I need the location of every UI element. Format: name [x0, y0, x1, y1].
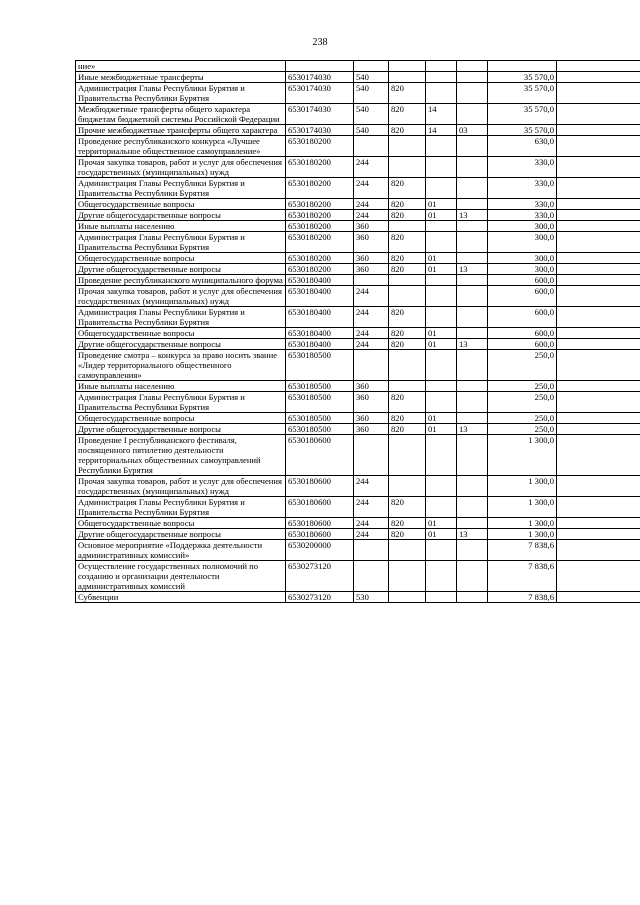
administrator-code-cell: 820 — [389, 264, 426, 275]
empty-cell — [557, 476, 640, 497]
amount-cell: 35 570,0 — [488, 104, 557, 125]
subsection-code-cell: 13 — [457, 424, 488, 435]
administrator-code-cell: 820 — [389, 125, 426, 136]
row-name-cell: Другие общегосударственные вопросы — [76, 264, 286, 275]
expense-type-cell: 244 — [354, 476, 389, 497]
section-code-cell — [426, 540, 457, 561]
administrator-code-cell: 820 — [389, 104, 426, 125]
expense-type-cell: 360 — [354, 232, 389, 253]
subsection-code-cell — [457, 72, 488, 83]
expense-type-cell: 360 — [354, 424, 389, 435]
row-name-cell: Проведение смотра – конкурса за право носить звание «Лидер территориального общественного самоуправления» — [76, 350, 286, 381]
amount-cell: 1 300,0 — [488, 497, 557, 518]
administrator-code-cell: 820 — [389, 529, 426, 540]
table-row — [76, 435, 640, 476]
subsection-code-cell — [457, 392, 488, 413]
row-name-cell: Общегосударственные вопросы — [76, 328, 286, 339]
empty-cell — [557, 264, 640, 275]
administrator-code-cell — [389, 540, 426, 561]
subsection-code-cell — [457, 232, 488, 253]
target-code-cell: 6530273120 — [286, 561, 354, 592]
amount-cell: 330,0 — [488, 178, 557, 199]
subsection-code-cell — [457, 497, 488, 518]
section-code-cell — [426, 307, 457, 328]
section-code-cell — [426, 592, 457, 603]
target-code-cell: 6530200000 — [286, 540, 354, 561]
amount-cell: 7 838,6 — [488, 561, 557, 592]
target-code-cell: 6530180400 — [286, 307, 354, 328]
target-code-cell: 6530180200 — [286, 264, 354, 275]
section-code-cell: 01 — [426, 413, 457, 424]
expense-type-cell: 244 — [354, 199, 389, 210]
target-code-cell: 6530174030 — [286, 104, 354, 125]
target-code-cell: 6530180200 — [286, 199, 354, 210]
row-name-cell: Проведение республиканского муниципального форума — [76, 275, 286, 286]
table-row — [76, 61, 640, 72]
target-code-cell: 6530180400 — [286, 275, 354, 286]
expense-type-cell — [354, 540, 389, 561]
subsection-code-cell — [457, 275, 488, 286]
empty-cell — [557, 424, 640, 435]
subsection-code-cell — [457, 518, 488, 529]
empty-cell — [557, 518, 640, 529]
empty-cell — [557, 435, 640, 476]
empty-cell — [557, 83, 640, 104]
amount-cell: 250,0 — [488, 392, 557, 413]
amount-cell: 600,0 — [488, 339, 557, 350]
row-name-cell: Прочая закупка товаров, работ и услуг для обеспечения государственных (муниципальных) нужд — [76, 286, 286, 307]
expense-type-cell — [354, 61, 389, 72]
expense-type-cell: 360 — [354, 413, 389, 424]
amount-cell: 1 300,0 — [488, 476, 557, 497]
empty-cell — [557, 286, 640, 307]
section-code-cell: 14 — [426, 125, 457, 136]
target-code-cell: 6530180500 — [286, 392, 354, 413]
empty-cell — [557, 307, 640, 328]
table-row — [76, 178, 640, 199]
target-code-cell: 6530180500 — [286, 413, 354, 424]
row-name-cell: Иные выплаты населению — [76, 221, 286, 232]
amount-cell: 630,0 — [488, 136, 557, 157]
target-code-cell: 6530180200 — [286, 232, 354, 253]
administrator-code-cell — [389, 286, 426, 307]
section-code-cell — [426, 61, 457, 72]
row-name-cell: Администрация Главы Республики Бурятия и Правительства Республики Бурятия — [76, 83, 286, 104]
row-name-cell: Иные выплаты населению — [76, 381, 286, 392]
table-row — [76, 253, 640, 264]
empty-cell — [557, 72, 640, 83]
table-row — [76, 540, 640, 561]
expense-type-cell: 244 — [354, 178, 389, 199]
table-row — [76, 72, 640, 83]
budget-table-body — [76, 61, 640, 603]
expense-type-cell: 244 — [354, 497, 389, 518]
table-row — [76, 275, 640, 286]
expense-type-cell: 360 — [354, 264, 389, 275]
row-name-cell: Другие общегосударственные вопросы — [76, 339, 286, 350]
subsection-code-cell — [457, 350, 488, 381]
expense-type-cell: 244 — [354, 157, 389, 178]
administrator-code-cell — [389, 350, 426, 381]
empty-cell — [557, 392, 640, 413]
section-code-cell — [426, 286, 457, 307]
table-row — [76, 264, 640, 275]
row-name-cell: Осуществление государственных полномочий по созданию и организации деятельности административных комиссий — [76, 561, 286, 592]
section-code-cell — [426, 381, 457, 392]
administrator-code-cell: 820 — [389, 424, 426, 435]
empty-cell — [557, 232, 640, 253]
subsection-code-cell — [457, 157, 488, 178]
administrator-code-cell: 820 — [389, 497, 426, 518]
section-code-cell: 01 — [426, 518, 457, 529]
empty-cell — [557, 253, 640, 264]
table-row — [76, 199, 640, 210]
administrator-code-cell — [389, 435, 426, 476]
table-row — [76, 529, 640, 540]
empty-cell — [557, 61, 640, 72]
table-row — [76, 350, 640, 381]
subsection-code-cell — [457, 540, 488, 561]
target-code-cell: 6530180600 — [286, 529, 354, 540]
section-code-cell — [426, 178, 457, 199]
row-name-cell: Общегосударственные вопросы — [76, 199, 286, 210]
subsection-code-cell — [457, 435, 488, 476]
subsection-code-cell — [457, 199, 488, 210]
target-code-cell: 6530180400 — [286, 286, 354, 307]
subsection-code-cell — [457, 253, 488, 264]
empty-cell — [557, 136, 640, 157]
administrator-code-cell — [389, 592, 426, 603]
section-code-cell — [426, 497, 457, 518]
expense-type-cell: 244 — [354, 307, 389, 328]
row-name-cell: Прочая закупка товаров, работ и услуг для обеспечения государственных (муниципальных) нужд — [76, 476, 286, 497]
administrator-code-cell: 820 — [389, 328, 426, 339]
amount-cell — [488, 61, 557, 72]
page-number: 238 — [312, 37, 328, 48]
row-name-cell: Прочая закупка товаров, работ и услуг для обеспечения государственных (муниципальных) нужд — [76, 157, 286, 178]
target-code-cell: 6530180400 — [286, 339, 354, 350]
empty-cell — [557, 350, 640, 381]
section-code-cell: 01 — [426, 210, 457, 221]
section-code-cell — [426, 275, 457, 286]
row-name-cell: Общегосударственные вопросы — [76, 413, 286, 424]
row-name-cell: Администрация Главы Республики Бурятия и Правительства Республики Бурятия — [76, 232, 286, 253]
section-code-cell — [426, 561, 457, 592]
section-code-cell — [426, 221, 457, 232]
subsection-code-cell: 13 — [457, 339, 488, 350]
section-code-cell — [426, 232, 457, 253]
expense-type-cell — [354, 275, 389, 286]
section-code-cell: 01 — [426, 424, 457, 435]
amount-cell: 35 570,0 — [488, 125, 557, 136]
row-name-cell: Иные межбюджетные трансферты — [76, 72, 286, 83]
subsection-code-cell — [457, 286, 488, 307]
subsection-code-cell: 13 — [457, 529, 488, 540]
section-code-cell — [426, 350, 457, 381]
amount-cell: 600,0 — [488, 328, 557, 339]
subsection-code-cell — [457, 307, 488, 328]
expense-type-cell — [354, 435, 389, 476]
empty-cell — [557, 497, 640, 518]
target-code-cell: 6530174030 — [286, 83, 354, 104]
administrator-code-cell: 820 — [389, 199, 426, 210]
budget-table — [75, 60, 640, 603]
target-code-cell: 6530180400 — [286, 328, 354, 339]
expense-type-cell: 360 — [354, 253, 389, 264]
subsection-code-cell — [457, 83, 488, 104]
table-row — [76, 104, 640, 125]
amount-cell: 330,0 — [488, 157, 557, 178]
empty-cell — [557, 328, 640, 339]
administrator-code-cell — [389, 61, 426, 72]
amount-cell: 300,0 — [488, 264, 557, 275]
target-code-cell: 6530180600 — [286, 435, 354, 476]
table-row — [76, 497, 640, 518]
subsection-code-cell: 13 — [457, 210, 488, 221]
expense-type-cell — [354, 350, 389, 381]
target-code-cell: 6530174030 — [286, 125, 354, 136]
table-row — [76, 136, 640, 157]
administrator-code-cell: 820 — [389, 253, 426, 264]
empty-cell — [557, 157, 640, 178]
expense-type-cell: 360 — [354, 381, 389, 392]
section-code-cell — [426, 83, 457, 104]
amount-cell: 300,0 — [488, 253, 557, 264]
target-code-cell: 6530180600 — [286, 476, 354, 497]
target-code-cell: 6530180200 — [286, 178, 354, 199]
row-name-cell: Общегосударственные вопросы — [76, 518, 286, 529]
amount-cell: 600,0 — [488, 286, 557, 307]
empty-cell — [557, 178, 640, 199]
target-code-cell: 6530180200 — [286, 157, 354, 178]
administrator-code-cell: 820 — [389, 83, 426, 104]
administrator-code-cell — [389, 381, 426, 392]
subsection-code-cell — [457, 178, 488, 199]
expense-type-cell: 244 — [354, 328, 389, 339]
amount-cell: 250,0 — [488, 424, 557, 435]
amount-cell: 7 838,6 — [488, 540, 557, 561]
target-code-cell: 6530180200 — [286, 136, 354, 157]
subsection-code-cell — [457, 61, 488, 72]
amount-cell: 600,0 — [488, 307, 557, 328]
section-code-cell — [426, 157, 457, 178]
empty-cell — [557, 540, 640, 561]
empty-cell — [557, 592, 640, 603]
row-name-cell: Проведение I республиканского фестиваля, посвященного пятилетию деятельности территориальных общественных самоуправлений Республики Бурятия — [76, 435, 286, 476]
table-row — [76, 83, 640, 104]
administrator-code-cell — [389, 157, 426, 178]
amount-cell: 330,0 — [488, 210, 557, 221]
table-row — [76, 413, 640, 424]
empty-cell — [557, 125, 640, 136]
row-name-cell: Субвенции — [76, 592, 286, 603]
section-code-cell — [426, 435, 457, 476]
row-name-cell: Основное мероприятие «Поддержка деятельности административных комиссий» — [76, 540, 286, 561]
section-code-cell: 01 — [426, 199, 457, 210]
row-name-cell: Администрация Главы Республики Бурятия и Правительства Республики Бурятия — [76, 178, 286, 199]
target-code-cell: 6530180200 — [286, 210, 354, 221]
administrator-code-cell — [389, 136, 426, 157]
expense-type-cell: 360 — [354, 392, 389, 413]
administrator-code-cell — [389, 221, 426, 232]
row-name-cell: Проведение республиканского конкурса «Лучшее территориальное общественное самоуправление» — [76, 136, 286, 157]
administrator-code-cell — [389, 275, 426, 286]
table-row — [76, 328, 640, 339]
empty-cell — [557, 381, 640, 392]
section-code-cell: 01 — [426, 328, 457, 339]
expense-type-cell: 530 — [354, 592, 389, 603]
target-code-cell — [286, 61, 354, 72]
administrator-code-cell: 820 — [389, 518, 426, 529]
empty-cell — [557, 199, 640, 210]
amount-cell: 250,0 — [488, 350, 557, 381]
expense-type-cell — [354, 561, 389, 592]
row-name-cell: Другие общегосударственные вопросы — [76, 529, 286, 540]
administrator-code-cell — [389, 476, 426, 497]
empty-cell — [557, 413, 640, 424]
target-code-cell: 6530180600 — [286, 518, 354, 529]
empty-cell — [557, 275, 640, 286]
row-name-cell: Межбюджетные трансферты общего характера бюджетам бюджетной системы Российской Федерации — [76, 104, 286, 125]
section-code-cell — [426, 136, 457, 157]
amount-cell: 1 300,0 — [488, 518, 557, 529]
table-row — [76, 392, 640, 413]
empty-cell — [557, 104, 640, 125]
administrator-code-cell: 820 — [389, 210, 426, 221]
expense-type-cell — [354, 136, 389, 157]
subsection-code-cell: 03 — [457, 125, 488, 136]
subsection-code-cell — [457, 104, 488, 125]
table-row — [76, 286, 640, 307]
administrator-code-cell — [389, 72, 426, 83]
section-code-cell — [426, 476, 457, 497]
section-code-cell: 01 — [426, 339, 457, 350]
expense-type-cell: 540 — [354, 83, 389, 104]
amount-cell: 35 570,0 — [488, 83, 557, 104]
amount-cell: 250,0 — [488, 413, 557, 424]
table-row — [76, 518, 640, 529]
subsection-code-cell — [457, 476, 488, 497]
expense-type-cell: 244 — [354, 286, 389, 307]
table-row — [76, 424, 640, 435]
table-row — [76, 561, 640, 592]
table-row — [76, 232, 640, 253]
subsection-code-cell: 13 — [457, 264, 488, 275]
table-row — [76, 476, 640, 497]
amount-cell: 35 570,0 — [488, 72, 557, 83]
target-code-cell: 6530180500 — [286, 350, 354, 381]
empty-cell — [557, 339, 640, 350]
administrator-code-cell — [389, 561, 426, 592]
row-name-cell: Прочие межбюджетные трансферты общего характера — [76, 125, 286, 136]
subsection-code-cell — [457, 136, 488, 157]
administrator-code-cell: 820 — [389, 392, 426, 413]
administrator-code-cell: 820 — [389, 178, 426, 199]
amount-cell: 250,0 — [488, 381, 557, 392]
amount-cell: 7 838,6 — [488, 592, 557, 603]
section-code-cell: 01 — [426, 264, 457, 275]
table-row — [76, 221, 640, 232]
expense-type-cell: 244 — [354, 518, 389, 529]
table-row — [76, 210, 640, 221]
row-name-cell: Другие общегосударственные вопросы — [76, 210, 286, 221]
amount-cell: 300,0 — [488, 221, 557, 232]
subsection-code-cell — [457, 413, 488, 424]
subsection-code-cell — [457, 328, 488, 339]
section-code-cell — [426, 392, 457, 413]
table-row — [76, 157, 640, 178]
expense-type-cell: 540 — [354, 104, 389, 125]
amount-cell: 300,0 — [488, 232, 557, 253]
section-code-cell: 14 — [426, 104, 457, 125]
row-name-cell: Другие общегосударственные вопросы — [76, 424, 286, 435]
target-code-cell: 6530180200 — [286, 253, 354, 264]
target-code-cell: 6530180500 — [286, 424, 354, 435]
subsection-code-cell — [457, 561, 488, 592]
table-row — [76, 307, 640, 328]
expense-type-cell: 244 — [354, 339, 389, 350]
amount-cell: 1 300,0 — [488, 529, 557, 540]
section-code-cell — [426, 72, 457, 83]
target-code-cell: 6530180200 — [286, 221, 354, 232]
target-code-cell: 6530174030 — [286, 72, 354, 83]
row-name-cell: ние» — [76, 61, 286, 72]
row-name-cell: Общегосударственные вопросы — [76, 253, 286, 264]
target-code-cell: 6530180500 — [286, 381, 354, 392]
table-row — [76, 125, 640, 136]
amount-cell: 600,0 — [488, 275, 557, 286]
subsection-code-cell — [457, 381, 488, 392]
empty-cell — [557, 561, 640, 592]
table-row — [76, 381, 640, 392]
administrator-code-cell: 820 — [389, 307, 426, 328]
administrator-code-cell: 820 — [389, 339, 426, 350]
subsection-code-cell — [457, 592, 488, 603]
amount-cell: 1 300,0 — [488, 435, 557, 476]
subsection-code-cell — [457, 221, 488, 232]
amount-cell: 330,0 — [488, 199, 557, 210]
empty-cell — [557, 529, 640, 540]
row-name-cell: Администрация Главы Республики Бурятия и Правительства Республики Бурятия — [76, 307, 286, 328]
expense-type-cell: 360 — [354, 221, 389, 232]
expense-type-cell: 244 — [354, 529, 389, 540]
expense-type-cell: 540 — [354, 125, 389, 136]
expense-type-cell: 244 — [354, 210, 389, 221]
administrator-code-cell: 820 — [389, 413, 426, 424]
section-code-cell: 01 — [426, 529, 457, 540]
target-code-cell: 6530273120 — [286, 592, 354, 603]
expense-type-cell: 540 — [354, 72, 389, 83]
table-row — [76, 339, 640, 350]
administrator-code-cell: 820 — [389, 232, 426, 253]
target-code-cell: 6530180600 — [286, 497, 354, 518]
section-code-cell: 01 — [426, 253, 457, 264]
table-row — [76, 592, 640, 603]
empty-cell — [557, 221, 640, 232]
row-name-cell: Администрация Главы Республики Бурятия и Правительства Республики Бурятия — [76, 392, 286, 413]
empty-cell — [557, 210, 640, 221]
row-name-cell: Администрация Главы Республики Бурятия и Правительства Республики Бурятия — [76, 497, 286, 518]
